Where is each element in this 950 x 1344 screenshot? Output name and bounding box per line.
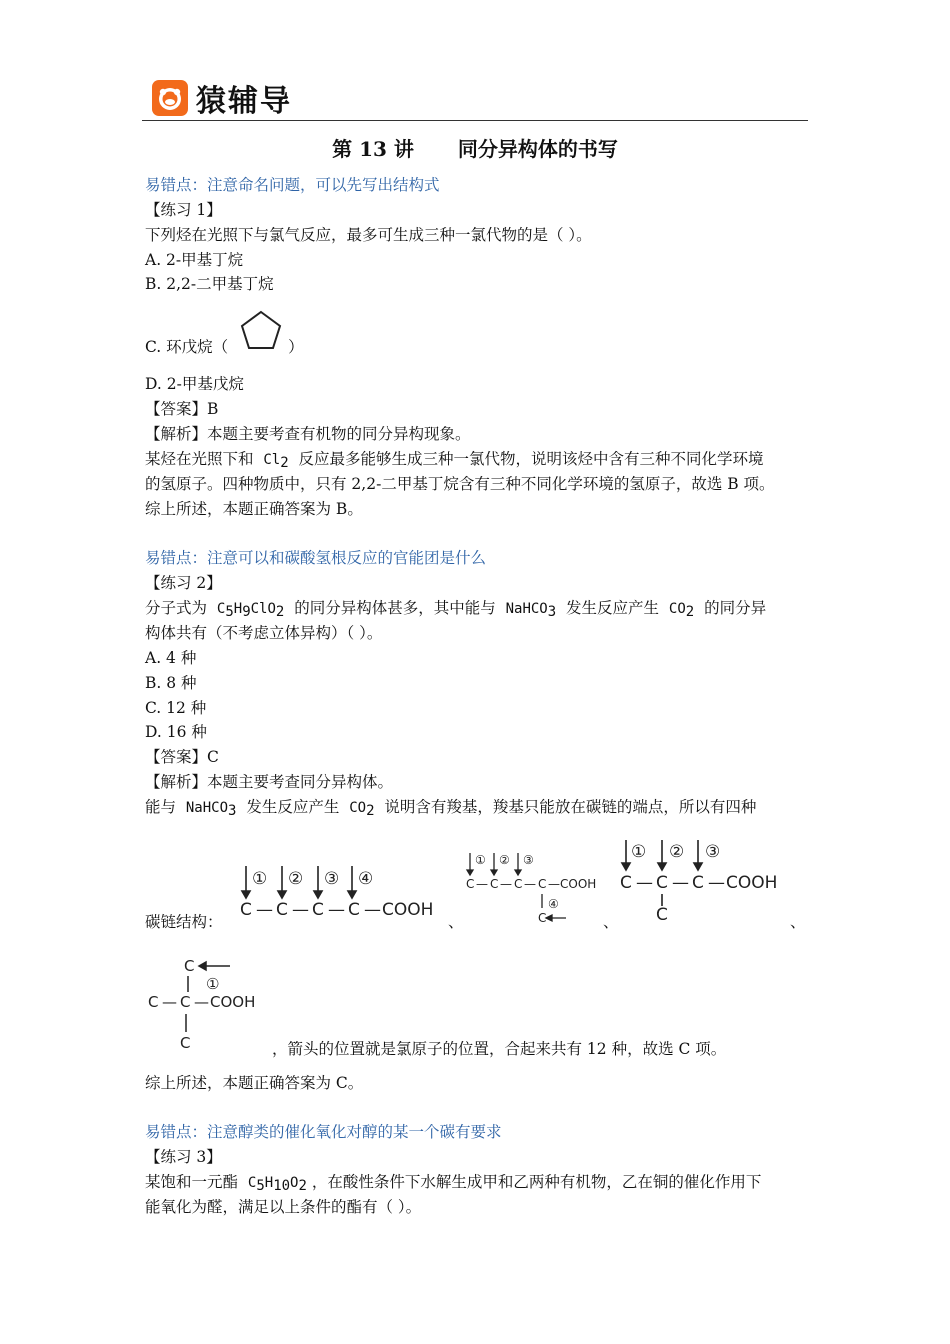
option-d: D. 16 种: [145, 723, 207, 741]
svg-text:C: C: [538, 911, 547, 925]
summary-1: 综上所述，本题正确答案为 B。: [145, 500, 363, 518]
analysis-2: 【解析】本题主要考查同分异构体。: [145, 773, 394, 791]
svg-text:②: ②: [499, 853, 510, 867]
exercise-2-question-line-1: 分子式为 $C_5H_9ClO_2$ 的同分异构体甚多，其中能与 NaHCO$_3$ 发生反应产生 $CO_2$ 的同分异: [145, 599, 767, 620]
svg-text:—: —: [162, 993, 177, 1011]
svg-text:C: C: [656, 905, 668, 925]
option-c: C. 12 种: [145, 699, 207, 717]
svg-text:COOH: COOH: [560, 877, 597, 891]
explanation-2-tail: ，箭头的位置就是氯原子的位置，合起来共有 12 种，故选 C 项。: [272, 1040, 727, 1058]
svg-text:④: ④: [548, 897, 559, 911]
svg-text:②: ②: [288, 869, 304, 889]
svg-text:—: —: [500, 877, 512, 891]
svg-text:—: —: [476, 877, 488, 891]
brand-logo: [152, 78, 292, 118]
svg-text:③: ③: [705, 842, 721, 862]
svg-text:—: —: [256, 900, 273, 920]
exercise-3-question-line-2: 能氧化为醛，满足以上条件的酯有（ ）。: [145, 1198, 422, 1216]
svg-text:COOH: COOH: [210, 993, 256, 1011]
svg-text:C: C: [180, 993, 191, 1011]
header-divider: [142, 120, 808, 121]
carbon-chain-structure-3: [614, 836, 794, 926]
svg-text:C: C: [240, 900, 252, 920]
svg-text:C: C: [692, 873, 704, 893]
svg-text:①: ①: [631, 842, 647, 862]
carbon-chain-structure-1: [232, 858, 444, 930]
svg-text:①: ①: [252, 869, 268, 889]
summary-2: 综上所述，本题正确答案为 C。: [145, 1074, 364, 1092]
answer-2: 【答案】C: [145, 748, 219, 766]
explanation-1-line-2: 的氢原子。四种物质中，只有 2,2-二甲基丁烷含有三种不同化学环境的氢原子，故选 B 项。: [145, 475, 775, 493]
exercise-2-question-line-2: 构体共有（不考虑立体异构）（ ）。: [145, 624, 383, 642]
option-b: B. 8 种: [145, 674, 197, 692]
lecture-topic: 同分异构体的书写: [457, 137, 618, 161]
tip-3: 易错点：注意醇类的催化氧化对醇的某一个碳有要求: [145, 1123, 502, 1141]
separator: 、: [790, 913, 806, 931]
svg-text:—: —: [548, 877, 560, 891]
svg-text:C: C: [656, 873, 668, 893]
svg-text:COOH: COOH: [726, 873, 778, 893]
separator: 、: [603, 913, 619, 931]
svg-text:COOH: COOH: [382, 900, 434, 920]
svg-text:③: ③: [324, 869, 340, 889]
svg-text:—: —: [708, 873, 725, 893]
lecture-number: 第 13 讲: [332, 137, 414, 161]
svg-text:C: C: [490, 877, 499, 891]
option-a: A. 2-甲基丁烷: [145, 251, 244, 269]
page-title: [0, 133, 950, 162]
option-b: B. 2,2-二甲基丁烷: [145, 275, 274, 293]
svg-text:③: ③: [523, 853, 534, 867]
svg-text:①: ①: [206, 975, 220, 993]
svg-text:C: C: [312, 900, 324, 920]
svg-text:②: ②: [669, 842, 685, 862]
carbon-chain-label: 碳链结构：: [145, 913, 223, 931]
tip-1: 易错点：注意命名问题，可以先写出结构式: [145, 176, 440, 194]
exercise-3-label: 【练习 3】: [145, 1148, 222, 1166]
tip-2: 易错点：注意可以和碳酸氢根反应的官能团是什么: [145, 549, 487, 567]
svg-text:—: —: [194, 993, 209, 1011]
explanation-2: 能与 NaHCO$_3$ 发生反应产生 $CO_2$ 说明含有羧基，羧基只能放在碳链的端点，所以有四种: [145, 798, 757, 819]
svg-text:C: C: [538, 877, 547, 891]
svg-text:C: C: [180, 1034, 191, 1052]
svg-text:④: ④: [358, 869, 374, 889]
option-c: C. 环戊烷（ ）: [145, 338, 304, 356]
svg-text:—: —: [636, 873, 653, 893]
svg-text:①: ①: [475, 853, 486, 867]
svg-text:C: C: [184, 957, 195, 975]
analysis-1: 【解析】本题主要考查有机物的同分异构现象。: [145, 425, 471, 443]
svg-text:C: C: [348, 900, 360, 920]
svg-text:C: C: [514, 877, 523, 891]
carbon-chain-structure-2: [462, 850, 602, 930]
svg-text:C: C: [620, 873, 632, 893]
option-a: A. 4 种: [145, 649, 197, 667]
svg-text:—: —: [364, 900, 381, 920]
option-d: D. 2-甲基戊烷: [145, 375, 244, 393]
svg-text:—: —: [524, 877, 536, 891]
exercise-2-label: 【练习 2】: [145, 574, 222, 592]
explanation-1-line-1: 某烃在光照下和 $Cl_2$ 反应最多能够生成三种一氯代物，说明该烃中含有三种不同化学环境: [145, 450, 764, 471]
cyclopentane-structure-icon: [236, 308, 286, 352]
svg-text:C: C: [466, 877, 475, 891]
exercise-1-label: 【练习 1】: [145, 201, 222, 219]
exercise-3-question-line-1: 某饱和一元酯 $C_5H_{10}O_2$ ，在酸性条件下水解生成甲和乙两种有机物，乙在铜的催化作用下: [145, 1173, 762, 1194]
separator: 、: [448, 913, 464, 931]
svg-text:—: —: [672, 873, 689, 893]
svg-text:—: —: [328, 900, 345, 920]
svg-text:—: —: [292, 900, 309, 920]
carbon-chain-structure-4: [144, 952, 280, 1054]
monkey-face-icon: [152, 80, 188, 116]
brand-name: 猿辅导: [196, 84, 292, 119]
svg-text:C: C: [276, 900, 288, 920]
svg-text:C: C: [148, 993, 159, 1011]
exercise-1-question: 下列烃在光照下与氯气反应，最多可生成三种一氯代物的是（ ）。: [145, 226, 592, 244]
answer-1: 【答案】B: [145, 400, 219, 418]
